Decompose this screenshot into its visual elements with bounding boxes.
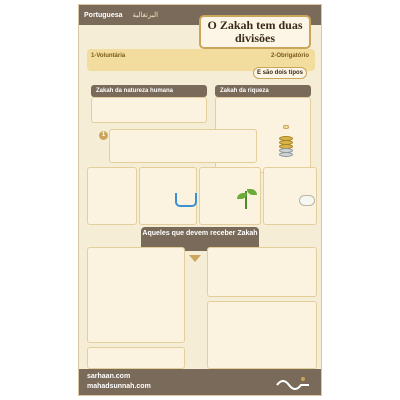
natural-box <box>91 97 207 123</box>
recipient-text <box>207 301 317 369</box>
category-card <box>87 167 137 225</box>
page-title: O Zakah tem duas divisões <box>207 18 303 45</box>
logo-icon <box>275 373 311 391</box>
metals-box <box>109 129 257 163</box>
natural-heading: Zakah da natureza humana <box>91 85 207 97</box>
recipients-heading: Aqueles que devem receber Zakah <box>141 227 259 251</box>
title-box <box>199 15 311 49</box>
sheep-icon <box>299 195 315 206</box>
types-pill: E são dois tipos <box>253 67 307 79</box>
language-portuguese[interactable]: Portuguesa <box>84 11 123 19</box>
recipient-text <box>87 247 185 343</box>
recipient-text <box>87 347 185 369</box>
footer-site-1[interactable]: sarhaan.com <box>87 373 131 380</box>
basket-icon <box>175 193 197 207</box>
footer-site-2[interactable]: mahadsunnah.com <box>87 383 151 390</box>
voluntary-label: 1-Voluntária <box>91 53 126 59</box>
obligatory-label: 2-Obrigatório <box>270 53 309 59</box>
language-arabic[interactable]: البرتغالية <box>132 12 159 19</box>
metals-tag <box>283 125 289 129</box>
wealth-heading: Zakah da riqueza <box>215 85 311 97</box>
coin-stack-icon <box>279 137 297 157</box>
chevron-down-icon <box>189 255 201 262</box>
infographic <box>78 4 322 396</box>
footer <box>79 369 321 395</box>
recipient-text <box>207 247 317 297</box>
category-number: 1 <box>99 131 108 140</box>
plant-icon <box>235 185 257 211</box>
